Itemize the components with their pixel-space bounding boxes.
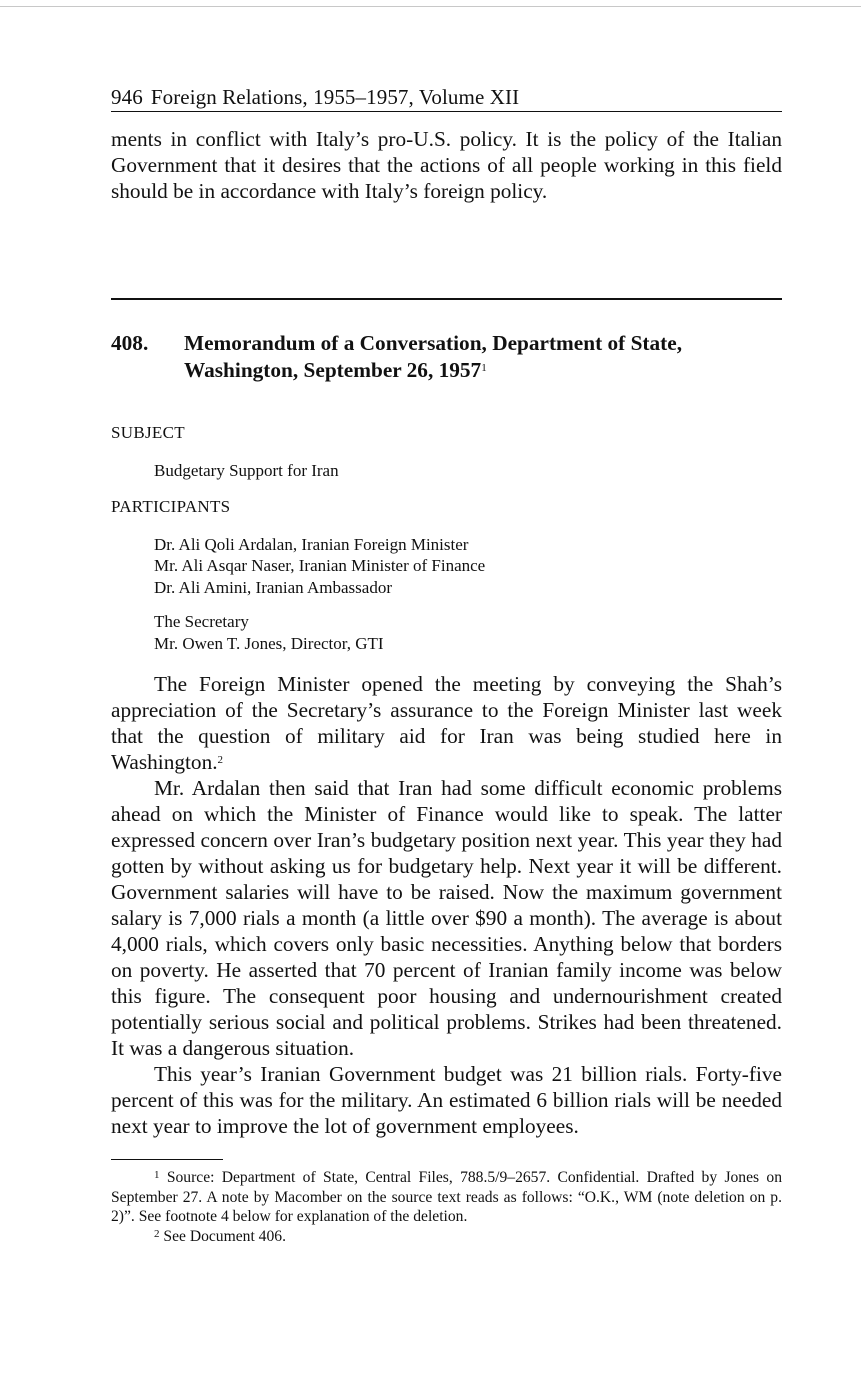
page-number: 946	[111, 85, 143, 109]
document-heading	[111, 330, 782, 384]
subject-value: Budgetary Support for Iran	[154, 461, 339, 480]
footnote-text: Source: Department of State, Central Files, 788.5/9–2657. Confidential. Drafted by Jones on September 27. A note by Macomber on the source text reads as follows: “O.K., WM (note deletion on p. 2)”. See footnote 4 below for explanation of the deletion.	[111, 1169, 782, 1225]
footnote-marker: 1	[154, 1169, 160, 1181]
participant: The Secretary	[154, 612, 249, 631]
footnote-1	[111, 1168, 782, 1227]
participant: Mr. Owen T. Jones, Director, GTI	[154, 633, 384, 653]
footnote-ref-2: 2	[217, 754, 224, 766]
document-title-text: Memorandum of a Conversation, Department of State, Washington, September 26, 1957	[184, 331, 683, 382]
footnote-marker: 2	[154, 1227, 160, 1240]
document-title	[184, 330, 782, 384]
volume-title: Foreign Relations, 1955–1957, Volume XII	[150, 85, 520, 109]
document-page	[111, 84, 782, 1246]
body-paragraph: Mr. Ardalan then said that Iran had some difficult economic problems ahead on which the Minister of Finance would like to speak. The latter expressed concern over Iran’s budgetary position next year. This year they had gotten by without asking us for budgetary help. Next year it will be different. Government salaries will have to be raised. Now the maximum government salary is 7,000 rials a month (a little over $90 a month). The average is about 4,000 rials, which covers only basic necessities. Anything below that borders on poverty. He asserted that 70 percent of Iranian family income was below this figure. The consequent poor housing and undernourishment created potentially serious social and political problems. Strikes had been threatened. It was a dangerous situation.	[111, 776, 782, 1060]
participants-label: PARTICIPANTS	[111, 496, 231, 516]
subject-label: SUBJECT	[111, 423, 185, 442]
body-paragraph	[111, 671, 782, 775]
title-footnote-ref: 1	[481, 362, 487, 374]
footnote-2	[111, 1227, 782, 1247]
participant: Dr. Ali Amini, Iranian Ambassador	[154, 577, 392, 597]
footnote-text: See Document 406.	[163, 1227, 286, 1245]
footnote-divider	[111, 1159, 223, 1160]
participants-iran	[111, 534, 782, 599]
participant: Dr. Ali Qoli Ardalan, Iranian Foreign Minister	[154, 534, 469, 554]
document-number: 408.	[111, 331, 149, 355]
participant: Mr. Ali Asqar Naser, Iranian Minister of Finance	[154, 556, 486, 575]
body-paragraph: This year’s Iranian Government budget was 21 billion rials. Forty-five percent of this was for the military. An estimated 6 billion rials will be needed next year to improve the lot of government employees.	[111, 1062, 782, 1138]
section-divider	[111, 298, 782, 300]
paragraph-text: The Foreign Minister opened the meeting by conveying the Shah’s appreciation of the Secretary’s assurance to the Foreign Minister last week that the question of military aid for Iran was being studied here in Washington.	[111, 672, 782, 774]
participants-us	[111, 611, 782, 654]
scan-edge-line	[0, 6, 861, 7]
footnotes	[111, 1168, 782, 1246]
running-head	[111, 84, 782, 112]
carry-over-paragraph: ments in conflict with Italy’s pro-U.S. policy. It is the policy of the Italian Government that it desires that the actions of all people working in this field should be in accordance with Italy’s foreign policy.	[111, 127, 782, 203]
